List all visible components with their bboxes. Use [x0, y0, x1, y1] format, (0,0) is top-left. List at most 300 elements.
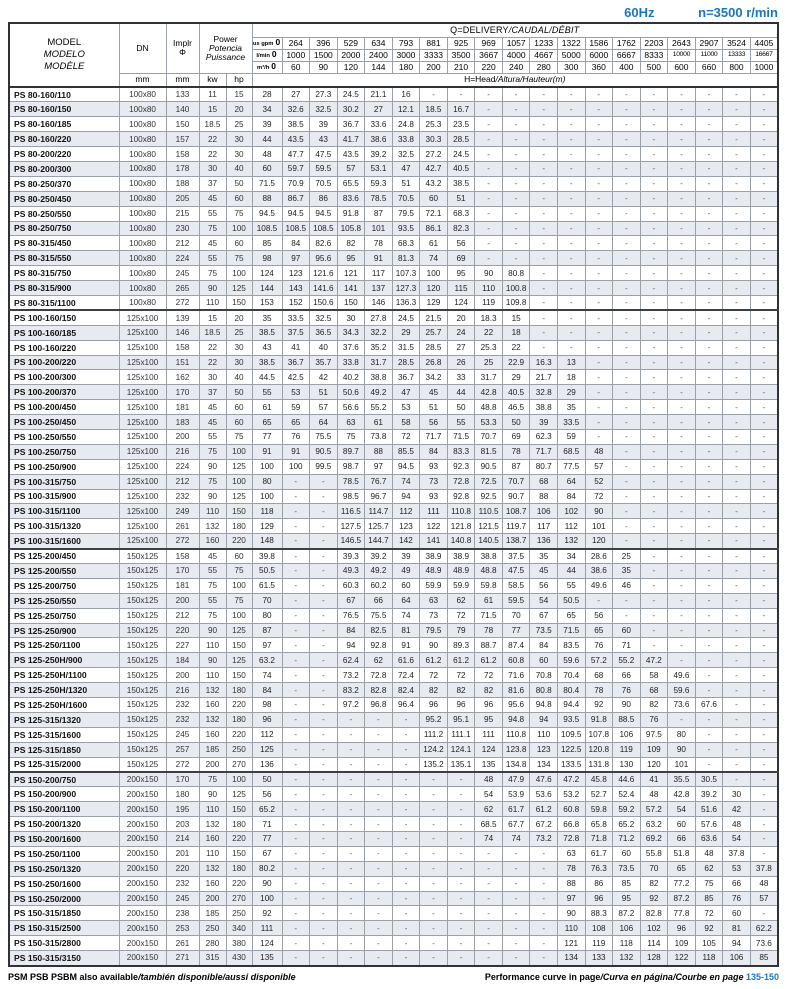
head-value-cell: 84: [282, 236, 310, 251]
head-value-cell: 87.2: [613, 906, 641, 921]
head-value-cell: 108.5: [310, 221, 338, 236]
head-value-cell: 95: [337, 251, 365, 266]
impeller-diameter-cell: 253: [166, 921, 199, 936]
head-value-cell: 141: [337, 281, 365, 296]
head-value-cell: -: [365, 712, 393, 727]
head-value-cell: 43.5: [282, 132, 310, 147]
head-value-cell: 38.6: [365, 132, 393, 147]
head-value-cell: 56: [252, 787, 282, 802]
power-label-fr: Puissance: [205, 51, 246, 62]
head-value-cell: -: [585, 281, 613, 296]
head-value-cell: -: [282, 534, 310, 549]
head-value-cell: 90: [613, 698, 641, 713]
head-value-cell: -: [723, 147, 751, 162]
head-value-cell: -: [310, 683, 338, 698]
head-value-cell: -: [585, 236, 613, 251]
head-value-cell: -: [750, 340, 778, 355]
impeller-diameter-cell: 151: [166, 355, 199, 370]
head-value-cell: -: [750, 757, 778, 772]
head-value-cell: 75.5: [365, 608, 393, 623]
head-value-cell: 18.3: [475, 310, 503, 325]
head-value-cell: 80.2: [252, 861, 282, 876]
head-value-cell: -: [557, 221, 585, 236]
head-value-cell: -: [668, 415, 696, 430]
head-value-cell: 125: [252, 742, 282, 757]
model-cell: PS 150-200/1600: [9, 832, 119, 847]
power-kw-cell: 110: [199, 295, 226, 310]
head-value-cell: -: [613, 325, 641, 340]
head-value-cell: 47.7: [282, 147, 310, 162]
head-value-cell: 135.2: [420, 757, 448, 772]
head-value-cell: -: [420, 87, 448, 102]
head-value-cell: -: [282, 727, 310, 742]
impeller-diameter-cell: 257: [166, 742, 199, 757]
head-value-cell: 125.7: [365, 519, 393, 534]
power-kw-cell: 22: [199, 340, 226, 355]
head-value-cell: 121: [337, 266, 365, 281]
head-value-cell: 54: [475, 787, 503, 802]
head-value-cell: -: [392, 951, 420, 966]
head-value-cell: 64: [310, 415, 338, 430]
lmin-value: 6000: [585, 49, 613, 61]
power-kw-cell: 30: [199, 161, 226, 176]
delivery-title-rest: /CAUDAL/DÉBIT: [508, 24, 580, 35]
head-value-cell: 108.5: [282, 221, 310, 236]
head-value-cell: 40.5: [502, 385, 530, 400]
head-value-cell: -: [310, 772, 338, 787]
model-cell: PS 150-250/1100: [9, 846, 119, 861]
head-value-cell: -: [530, 846, 558, 861]
head-value-cell: -: [310, 936, 338, 951]
power-hp-cell: 270: [226, 757, 252, 772]
head-value-cell: 53: [392, 400, 420, 415]
m3h-value: 180: [392, 61, 420, 73]
head-value-cell: -: [475, 861, 503, 876]
head-value-cell: 123.8: [502, 742, 530, 757]
head-value-cell: 62.4: [337, 653, 365, 668]
head-value-cell: -: [640, 608, 668, 623]
head-value-cell: -: [695, 534, 723, 549]
head-value-cell: 60: [420, 191, 448, 206]
head-value-cell: 66: [723, 876, 751, 891]
head-value-cell: 38.5: [282, 117, 310, 132]
head-value-cell: 22.9: [502, 355, 530, 370]
head-value-cell: 49.6: [668, 668, 696, 683]
head-value-cell: -: [475, 936, 503, 951]
head-value-cell: -: [282, 921, 310, 936]
model-cell: PS 125-250/900: [9, 623, 119, 638]
dn-cell: 100x80: [119, 87, 166, 102]
dn-cell: 125x100: [119, 534, 166, 549]
head-value-cell: -: [750, 206, 778, 221]
head-value-cell: 59: [557, 429, 585, 444]
head-value-cell: -: [750, 102, 778, 117]
head-value-cell: 138.7: [502, 534, 530, 549]
head-value-cell: 48: [585, 444, 613, 459]
head-value-cell: -: [750, 147, 778, 162]
head-value-cell: 73.6: [668, 698, 696, 713]
head-value-cell: 16.7: [447, 102, 475, 117]
head-value-cell: 24.5: [447, 147, 475, 162]
head-value-cell: -: [723, 608, 751, 623]
head-value-cell: 124: [252, 266, 282, 281]
head-value-cell: -: [668, 564, 696, 579]
head-value-cell: 67: [530, 608, 558, 623]
head-value-cell: -: [585, 161, 613, 176]
head-value-cell: 73.5: [530, 623, 558, 638]
head-value-cell: -: [668, 712, 696, 727]
head-value-cell: 59.6: [668, 683, 696, 698]
head-value-cell: 47.6: [530, 772, 558, 787]
head-value-cell: 76.5: [337, 608, 365, 623]
power-kw-cell: 90: [199, 787, 226, 802]
head-value-cell: -: [613, 206, 641, 221]
head-value-cell: 117: [365, 266, 393, 281]
head-value-cell: 65: [668, 861, 696, 876]
head-value-cell: -: [282, 832, 310, 847]
head-value-cell: -: [337, 936, 365, 951]
head-value-cell: 77.2: [668, 876, 696, 891]
head-value-cell: 60.8: [502, 653, 530, 668]
m3h-unit-cell: [252, 61, 282, 73]
lmin-value: 3667: [475, 49, 503, 61]
head-value-cell: 39: [530, 415, 558, 430]
head-value-cell: -: [447, 802, 475, 817]
head-value-cell: 111: [252, 921, 282, 936]
head-value-cell: -: [640, 474, 668, 489]
head-value-cell: 35.5: [668, 772, 696, 787]
head-value-cell: -: [750, 400, 778, 415]
head-value-cell: -: [613, 534, 641, 549]
lmin-value: 10000: [668, 49, 696, 61]
model-cell: PS 100-160/150: [9, 310, 119, 325]
head-value-cell: -: [723, 385, 751, 400]
head-value-cell: 91.8: [585, 712, 613, 727]
head-value-cell: 39.3: [337, 549, 365, 564]
head-value-cell: -: [695, 623, 723, 638]
head-value-cell: 72: [585, 489, 613, 504]
head-value-cell: 55.2: [365, 400, 393, 415]
model-cell: PS 100-315/900: [9, 489, 119, 504]
head-value-cell: -: [723, 742, 751, 757]
power-kw-cell: 160: [199, 698, 226, 713]
head-value-cell: -: [750, 310, 778, 325]
head-value-cell: 38.6: [585, 564, 613, 579]
head-value-cell: 135: [252, 951, 282, 966]
head-value-cell: -: [282, 698, 310, 713]
head-value-cell: -: [723, 132, 751, 147]
model-cell: PS 125-250H/900: [9, 653, 119, 668]
head-value-cell: -: [557, 325, 585, 340]
head-value-cell: -: [585, 370, 613, 385]
head-value-cell: -: [750, 474, 778, 489]
dn-cell: 150x125: [119, 549, 166, 564]
head-value-cell: -: [750, 489, 778, 504]
head-value-cell: 87: [365, 206, 393, 221]
head-value-cell: -: [640, 638, 668, 653]
impeller-diameter-cell: 220: [166, 623, 199, 638]
head-value-cell: -: [282, 489, 310, 504]
table-row: [9, 653, 778, 668]
head-value-cell: 97: [282, 251, 310, 266]
head-value-cell: 91: [392, 638, 420, 653]
power-kw-cell: 75: [199, 444, 226, 459]
head-value-cell: 80.7: [530, 459, 558, 474]
head-value-cell: 70.9: [282, 176, 310, 191]
head-value-cell: -: [310, 906, 338, 921]
head-value-cell: 92: [695, 921, 723, 936]
head-value-cell: 82: [475, 683, 503, 698]
head-value-cell: 92: [585, 698, 613, 713]
head-value-cell: 67: [337, 593, 365, 608]
head-value-cell: -: [723, 117, 751, 132]
head-value-cell: -: [502, 891, 530, 906]
gpm-value: 1586: [585, 37, 613, 49]
head-value-cell: -: [392, 861, 420, 876]
head-value-cell: 51.8: [668, 846, 696, 861]
head-value-cell: -: [392, 876, 420, 891]
power-hp-cell: 75: [226, 251, 252, 266]
head-value-cell: 94: [723, 936, 751, 951]
model-label-en: MODEL: [47, 37, 82, 49]
head-value-cell: -: [310, 623, 338, 638]
head-value-cell: -: [640, 102, 668, 117]
head-value-cell: 122.5: [557, 742, 585, 757]
curve-page-numbers[interactable]: 135-150: [745, 972, 779, 982]
head-value-cell: -: [310, 876, 338, 891]
table-row: [9, 757, 778, 772]
head-value-cell: 33.5: [282, 310, 310, 325]
head-value-cell: -: [695, 132, 723, 147]
power-kw-cell: 15: [199, 102, 226, 117]
head-value-cell: 86.1: [420, 221, 448, 236]
head-value-cell: -: [613, 147, 641, 162]
head-value-cell: 46: [613, 578, 641, 593]
head-value-cell: 72.8: [447, 474, 475, 489]
impeller-diameter-cell: 245: [166, 727, 199, 742]
head-value-cell: 92: [252, 906, 282, 921]
head-value-cell: -: [475, 951, 503, 966]
head-value-cell: 121: [557, 936, 585, 951]
head-value-cell: -: [613, 474, 641, 489]
head-value-cell: -: [585, 355, 613, 370]
lmin-value: 2400: [365, 49, 393, 61]
dn-cell: 125x100: [119, 474, 166, 489]
head-value-cell: 67.6: [695, 698, 723, 713]
head-value-cell: -: [530, 310, 558, 325]
table-row: [9, 787, 778, 802]
head-value-cell: -: [447, 876, 475, 891]
head-value-cell: -: [750, 295, 778, 310]
head-value-cell: 121.5: [475, 519, 503, 534]
head-value-cell: 38.9: [420, 549, 448, 564]
table-row: [9, 400, 778, 415]
power-kw-cell: 132: [199, 519, 226, 534]
model-cell: PS 150-315/3150: [9, 951, 119, 966]
head-value-cell: 30.3: [420, 132, 448, 147]
dn-cell: 200x150: [119, 861, 166, 876]
head-value-cell: 76: [282, 429, 310, 444]
head-value-cell: 54: [723, 832, 751, 847]
dn-cell: 150x125: [119, 742, 166, 757]
impeller-diameter-cell: 216: [166, 683, 199, 698]
impeller-diameter-cell: 170: [166, 772, 199, 787]
head-value-cell: -: [585, 251, 613, 266]
head-value-cell: 106: [723, 951, 751, 966]
power-kw-cell: 200: [199, 757, 226, 772]
gpm-value: 529: [337, 37, 365, 49]
head-value-cell: -: [668, 117, 696, 132]
head-value-cell: 25.7: [420, 325, 448, 340]
head-value-cell: -: [502, 906, 530, 921]
head-value-cell: -: [750, 653, 778, 668]
head-value-cell: 82: [447, 683, 475, 698]
dn-cell: 125x100: [119, 519, 166, 534]
head-value-cell: -: [282, 861, 310, 876]
head-value-cell: -: [723, 564, 751, 579]
head-value-cell: 85: [695, 891, 723, 906]
head-value-cell: -: [392, 802, 420, 817]
head-value-cell: -: [613, 281, 641, 296]
model-cell: PS 80-250/370: [9, 176, 119, 191]
m3h-value: 90: [310, 61, 338, 73]
head-value-cell: 63.2: [640, 817, 668, 832]
head-value-cell: 44: [447, 385, 475, 400]
dn-cell: 125x100: [119, 444, 166, 459]
head-value-cell: 50.6: [337, 385, 365, 400]
head-value-cell: 60.3: [337, 578, 365, 593]
dn-cell: 200x150: [119, 802, 166, 817]
head-value-cell: -: [750, 251, 778, 266]
head-value-cell: -: [337, 846, 365, 861]
table-row: [9, 191, 778, 206]
head-value-cell: -: [502, 117, 530, 132]
model-cell: PS 80-315/900: [9, 281, 119, 296]
head-value-cell: 109.5: [557, 727, 585, 742]
model-cell: PS 150-250/1320: [9, 861, 119, 876]
head-value-cell: 48: [750, 876, 778, 891]
head-value-cell: 34.2: [420, 370, 448, 385]
head-value-cell: 18.5: [420, 102, 448, 117]
table-row: [9, 623, 778, 638]
model-cell: PS 100-315/1320: [9, 519, 119, 534]
head-value-cell: 27.3: [310, 87, 338, 102]
head-value-cell: 90.7: [502, 489, 530, 504]
head-value-cell: -: [668, 519, 696, 534]
head-value-cell: 67.2: [530, 817, 558, 832]
gpm-value: 881: [420, 37, 448, 49]
head-value-cell: 53.9: [502, 787, 530, 802]
head-value-cell: -: [613, 489, 641, 504]
table-row: [9, 519, 778, 534]
head-value-cell: -: [337, 906, 365, 921]
head-value-cell: -: [613, 191, 641, 206]
head-value-cell: -: [420, 876, 448, 891]
head-value-cell: -: [557, 147, 585, 162]
head-value-cell: 74: [420, 251, 448, 266]
head-value-cell: -: [365, 742, 393, 757]
head-value-cell: 112: [392, 504, 420, 519]
table-row: [9, 817, 778, 832]
head-value-cell: -: [695, 712, 723, 727]
dn-cell: 200x150: [119, 876, 166, 891]
head-value-cell: 33: [447, 370, 475, 385]
head-value-cell: 41: [282, 340, 310, 355]
impeller-diameter-cell: 170: [166, 385, 199, 400]
head-value-cell: 59: [282, 400, 310, 415]
dn-cell: 200x150: [119, 951, 166, 966]
head-value-cell: 101: [668, 757, 696, 772]
head-value-cell: -: [723, 340, 751, 355]
head-value-cell: 25.3: [420, 117, 448, 132]
head-value-cell: -: [420, 787, 448, 802]
power-hp-cell: 220: [226, 698, 252, 713]
head-value-cell: -: [613, 176, 641, 191]
head-value-cell: -: [557, 340, 585, 355]
head-value-cell: 96: [252, 712, 282, 727]
head-value-cell: 46.5: [502, 400, 530, 415]
head-value-cell: 53.6: [530, 787, 558, 802]
head-value-cell: 94.5: [282, 206, 310, 221]
head-value-cell: 87: [502, 459, 530, 474]
head-value-cell: 29: [557, 385, 585, 400]
head-value-cell: 110: [530, 727, 558, 742]
head-value-cell: -: [337, 861, 365, 876]
head-value-cell: 49.6: [585, 578, 613, 593]
head-value-cell: 28.6: [585, 549, 613, 564]
head-value-cell: 97: [365, 459, 393, 474]
head-value-cell: -: [723, 712, 751, 727]
head-value-cell: 74: [475, 832, 503, 847]
head-value-cell: -: [750, 787, 778, 802]
head-value-cell: 38.8: [530, 400, 558, 415]
head-value-cell: 51: [447, 191, 475, 206]
head-value-cell: 61.2: [475, 653, 503, 668]
head-value-cell: 27: [447, 340, 475, 355]
head-value-cell: 85: [252, 236, 282, 251]
head-value-cell: -: [613, 519, 641, 534]
dn-cell: 100x80: [119, 132, 166, 147]
lmin-value: 8333: [640, 49, 668, 61]
dn-cell: 100x80: [119, 266, 166, 281]
head-value-cell: 83.6: [337, 191, 365, 206]
head-value-cell: -: [723, 519, 751, 534]
head-value-cell: -: [613, 608, 641, 623]
head-value-cell: -: [310, 519, 338, 534]
head-value-cell: 85: [613, 876, 641, 891]
header-units-row: [9, 73, 778, 87]
table-row: [9, 444, 778, 459]
head-value-cell: -: [392, 727, 420, 742]
head-value-cell: -: [750, 429, 778, 444]
impeller-diameter-cell: 178: [166, 161, 199, 176]
head-value-cell: -: [723, 400, 751, 415]
head-value-cell: 37.8: [750, 861, 778, 876]
head-value-cell: 96: [668, 921, 696, 936]
head-value-cell: 68.5: [557, 444, 585, 459]
head-value-cell: 37.6: [337, 340, 365, 355]
head-value-cell: 38.8: [475, 549, 503, 564]
head-value-cell: 35: [252, 310, 282, 325]
head-value-cell: 82: [640, 698, 668, 713]
head-value-cell: 55: [252, 385, 282, 400]
head-value-cell: -: [695, 474, 723, 489]
head-value-cell: -: [557, 87, 585, 102]
head-value-cell: 93: [420, 459, 448, 474]
power-hp-cell: 25: [226, 325, 252, 340]
head-value-cell: 91: [365, 251, 393, 266]
head-value-cell: 65: [557, 608, 585, 623]
